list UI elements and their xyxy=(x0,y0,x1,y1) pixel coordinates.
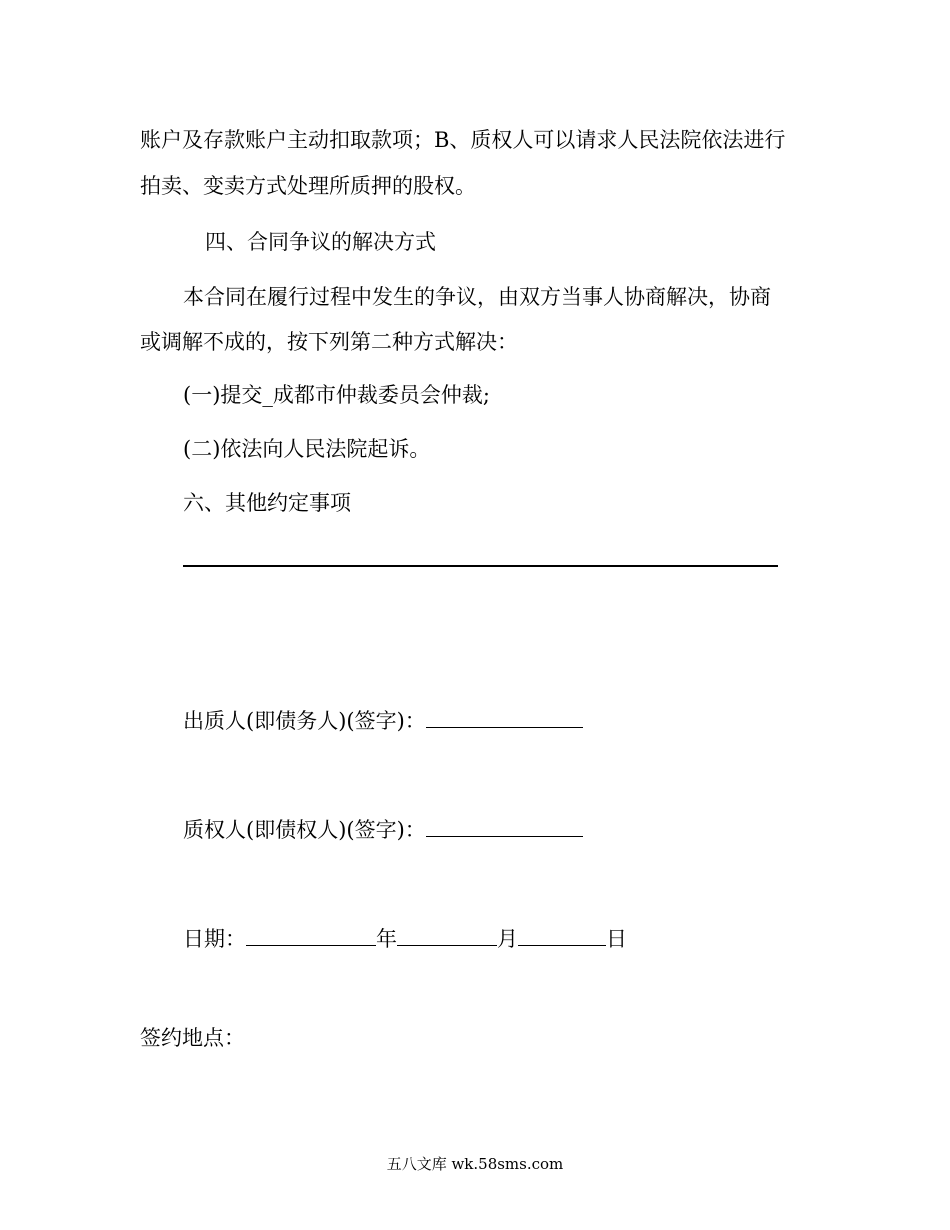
pledgee-signature-blank xyxy=(426,816,583,837)
month-blank xyxy=(397,925,497,946)
pledgee-signature-row xyxy=(183,816,583,844)
other-terms-blank-line xyxy=(183,565,778,567)
option-item: (一)提交_成都市仲裁委员会仲裁; xyxy=(183,383,490,407)
day-blank xyxy=(518,925,606,946)
year-label: 年 xyxy=(376,927,397,951)
paragraph-line: 拍卖、变卖方式处理所质押的股权。 xyxy=(140,174,476,198)
section-heading: 四、合同争议的解决方式 xyxy=(205,230,436,254)
paragraph-line: 账户及存款账户主动扣取款项；B、质权人可以请求人民法院依法进行 xyxy=(140,128,786,152)
option-item: (二)依法向人民法院起诉。 xyxy=(183,437,431,461)
day-label: 日 xyxy=(606,927,627,951)
pledgor-label: 出质人(即债务人)(签字)： xyxy=(183,709,426,733)
paragraph-line: 本合同在履行过程中发生的争议，由双方当事人协商解决，协商 xyxy=(183,285,771,309)
pledgor-signature-blank xyxy=(426,707,583,728)
pledgee-label: 质权人(即债权人)(签字)： xyxy=(183,818,426,842)
date-label: 日期： xyxy=(183,927,246,951)
date-row xyxy=(183,925,627,953)
signing-place-label: 签约地点： xyxy=(140,1026,245,1050)
year-blank xyxy=(246,925,376,946)
month-label: 月 xyxy=(497,927,518,951)
section-heading: 六、其他约定事项 xyxy=(183,491,351,515)
pledgor-signature-row xyxy=(183,707,583,735)
paragraph-line: 或调解不成的，按下列第二种方式解决： xyxy=(140,330,518,354)
footer-watermark: 五八文库 wk.58sms.com xyxy=(386,1155,564,1173)
